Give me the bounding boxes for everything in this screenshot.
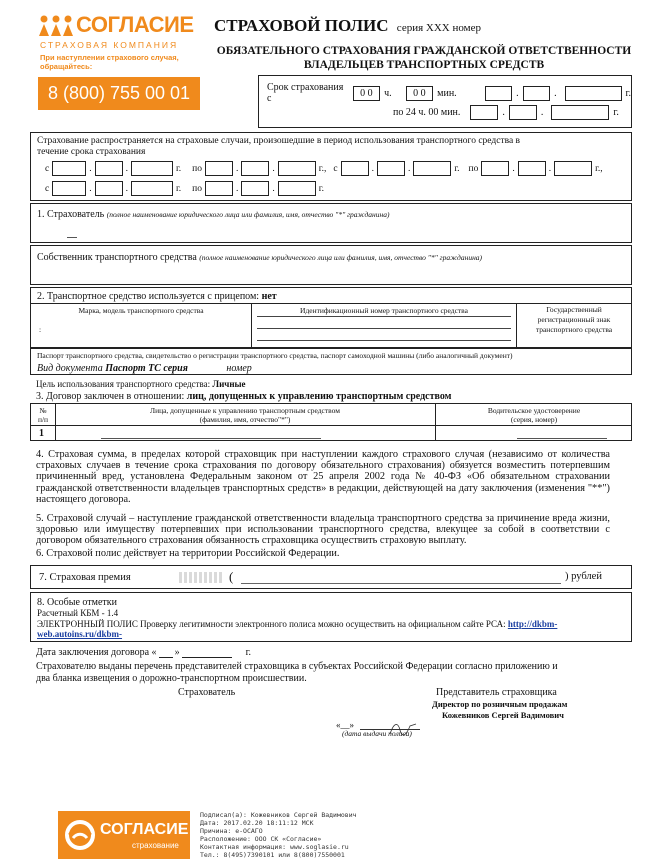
term-minutes-unit: мин. [437, 87, 457, 99]
stamp-signed: Подписал(а): Кожевников Сергей Вадимович [200, 811, 357, 819]
representative-position: Директор по розничным продажам [432, 699, 568, 709]
brand-subtitle: СТРАХОВАЯ КОМПАНИЯ [40, 40, 179, 50]
phone-number: 8 (800) 755 00 01 [47, 83, 191, 103]
period-3-year-to[interactable] [278, 181, 316, 196]
notes-label: 8. Особые отметки [37, 597, 117, 608]
vehicle-document-box [30, 348, 632, 375]
clause-5: 5. Страховой случай – наступление гражданской ответственности владельца транспортного средства за причинение вреда жизни, здоровью или имуществу потерпевших при использовании транспортного средства, влекущее за собой в соответствии с договором обязательного страхования обязанность страховщика осуществить страховую выплату. [36, 513, 610, 547]
insured-signature-label: Страхователь [178, 687, 236, 698]
trailer-label: 2. Транспортное средство используется с прицепом: [37, 291, 260, 302]
owner-box [30, 245, 632, 285]
period-from-label: с [45, 163, 50, 174]
date-month-field[interactable] [182, 647, 232, 658]
rsa-link-cont[interactable]: web.autoins.ru/dkbm- [37, 629, 123, 639]
issued-text-2: два бланка извещения о дорожно-транспортном происшествии. [36, 673, 307, 684]
term-box: Срок страхования с 0 0 ч. 0 0 мин. . . г. по 24 ч. 00 мин. . . г. [258, 75, 632, 128]
col-license-line-1: Водительское удостоверение [487, 406, 581, 415]
term-day-from[interactable] [485, 86, 512, 101]
representative-title: Представитель страховщика [436, 687, 557, 698]
period-1-day-to[interactable] [205, 161, 233, 176]
col-person-line-2: (фамилия, имя, отчество"*") [199, 415, 291, 424]
issued-text-1: Страхователю выданы перечень представителей страховщика в субъектах Российской Федерации согласно приложению и [36, 661, 558, 672]
date-year-label: г. [245, 647, 252, 658]
stamp-reason: Причина: е-ОСАГО [200, 827, 263, 835]
period-1-day-from[interactable] [52, 161, 86, 176]
col-license-line-2: (серия, номер) [510, 415, 558, 424]
insurer-label: 1. Страхователь [37, 209, 105, 220]
stamp-logo [58, 811, 190, 859]
driver-row-number: 1 [39, 428, 44, 439]
clause-6: 6. Страховой полис действует на территории Российской Федерации. [36, 548, 340, 559]
insurer-name-field[interactable] [67, 228, 77, 238]
stamp-date: Дата: 2017.02.20 18:11:12 МСК [200, 819, 314, 827]
period-to-label-3: по [192, 183, 203, 194]
premium-amount-field[interactable] [179, 572, 223, 583]
stamp-location: Расположение: ООО СК «Согласие» [200, 835, 322, 843]
period-2-day-to[interactable] [481, 161, 509, 176]
stamp-logo-icon [64, 819, 96, 851]
owner-label: Собственник транспортного средства [37, 252, 197, 263]
doc-type-label: Вид документа [37, 363, 103, 374]
policy-title: СТРАХОВОЙ ПОЛИС [214, 16, 389, 35]
period-year-comma-2: г., [595, 163, 603, 174]
stamp-contact: Контактная информация: www.soglasie.ru [200, 843, 349, 851]
period-year-label-4: г. [318, 183, 324, 194]
col-no-line-2: п/п [37, 415, 49, 424]
notes-box [30, 592, 632, 642]
owner-hint: (полное наименование юридического лица или фамилия, имя, отчество "*" гражданина) [199, 253, 483, 262]
term-year-unit: г. [625, 87, 632, 99]
drivers-label: 3. Договор заключен в отношении: [36, 391, 185, 402]
premium-words-field[interactable] [241, 583, 561, 584]
issue-date-caption: (дата выдачи полиса) [342, 729, 412, 738]
period-1-month-to[interactable] [241, 161, 269, 176]
term-minutes[interactable]: 0 0 [406, 86, 433, 101]
period-3-day-from[interactable] [52, 181, 86, 196]
date-day-field[interactable] [159, 647, 173, 658]
doc-type-value: Паспорт ТС серия [105, 363, 188, 374]
policy-title-row [214, 16, 634, 36]
insurer-hint: (полное наименование юридического лица или фамилия, имя, отчество "*" гражданина) [106, 210, 390, 219]
stamp-brand: СОГЛАСИЕ [100, 821, 189, 838]
e-signature-stamp [58, 811, 358, 861]
col-vin-header: Идентификационный номер транспортного средства [300, 306, 468, 315]
claim-note: При наступлении страхового случая, обращайтесь: [40, 53, 179, 71]
stamp-phone: Тел.: 8(495)7390101 или 8(800)7550001 [200, 851, 345, 859]
period-from-label-2: с [333, 163, 338, 174]
term-to-label: по 24 ч. 00 мин. [393, 107, 461, 118]
stamp-brand-sub: страхование [132, 841, 179, 850]
term-to-year-unit: г. [613, 107, 619, 118]
company-logo [38, 12, 208, 112]
epolicy-text: ЭЛЕКТРОННЫЙ ПОЛИС Проверку легитимности электронного полиса можно осуществить на официальном сайте РСА: [37, 619, 506, 629]
term-year-from[interactable] [565, 86, 622, 101]
doc-number-label: номер [226, 363, 252, 374]
signature-scribble-icon [388, 720, 418, 738]
insurer-box [30, 203, 632, 243]
period-year-label-2: г. [454, 163, 460, 174]
vehicle-box: 2. Транспортное средство используется с прицепом: нет Марка, модель транспортного средства Идентификационный номер транспортного средства Государственный регистрационный знак транспортного средства : [30, 287, 632, 348]
term-month-to[interactable] [509, 105, 537, 120]
premium-box: 7. Страховая премия ( ) рублей [30, 565, 632, 589]
period-year-label-3: г. [175, 183, 182, 194]
period-1-month-from[interactable] [95, 161, 123, 176]
period-2-year-from[interactable] [413, 161, 451, 176]
trailer-value: нет [261, 291, 277, 302]
rsa-link[interactable]: http://dkbm- [507, 619, 558, 629]
period-text-1: Страхование распространяется на страховые случаи, произошедшие в период использования транспортного средства в [37, 136, 521, 146]
period-year-comma: г., [318, 163, 327, 174]
term-day-to[interactable] [470, 105, 498, 120]
brand-name: СОГЛАСИЕ [76, 12, 194, 37]
period-3-month-from[interactable] [95, 181, 123, 196]
drivers-value: лиц, допущенных к управлению транспортным средством [186, 391, 452, 402]
col-no-line-1: № [39, 406, 47, 415]
col-person-header [56, 406, 434, 424]
doc-label: Паспорт транспортного средства, свидетельство о регистрации транспортного средства, паспорт самоходной машины (либо аналогичный документ) [37, 351, 513, 360]
phone-banner [38, 77, 200, 110]
premium-label: 7. Страховая премия [39, 572, 131, 583]
usage-period-box: Страхование распространяется на страховые случаи, произошедшие в период использования транспортного средства в течение срока страхования с . . г. по . . г., с . . г. по . . г., с . . г. по . . г. [30, 132, 632, 201]
date-label: Дата заключения договора « [36, 647, 157, 658]
term-month-from[interactable] [523, 86, 550, 101]
period-2-month-to[interactable] [518, 161, 546, 176]
period-to-label-2: по [468, 163, 479, 174]
period-1-year-to[interactable] [278, 161, 316, 176]
col-license-header [436, 406, 632, 424]
premium-currency: ) рублей [565, 571, 602, 582]
period-text-2: течение срока страхования [37, 147, 146, 157]
term-hours-unit: ч. [384, 87, 392, 99]
period-3-year-from[interactable] [131, 181, 173, 196]
policy-series: серия XXX номер [396, 22, 481, 34]
period-to-label: по [192, 163, 203, 174]
period-2-year-to[interactable] [554, 161, 592, 176]
term-label: Срок страхования с [267, 82, 344, 104]
policy-subtitle-2: ВЛАДЕЛЬЦЕВ ТРАНСПОРТНЫХ СРЕДСТВ [303, 59, 545, 71]
kbm-value: Расчетный КБМ - 1.4 [37, 608, 119, 618]
period-from-label-3: с [45, 183, 50, 194]
period-2-day-from[interactable] [341, 161, 369, 176]
col-reg-header: Государственный регистрационный знак транспортного средства [535, 305, 613, 334]
period-1-year-from[interactable] [131, 161, 173, 176]
representative-name: Кожевников Сергей Вадимович [442, 710, 564, 720]
term-year-to[interactable] [551, 105, 609, 120]
period-3-month-to[interactable] [241, 181, 269, 196]
period-3-day-to[interactable] [205, 181, 233, 196]
period-year-label: г. [175, 163, 182, 174]
purpose-value: Личные [212, 379, 246, 389]
clause-4: 4. Страховая сумма, в пределах которой страховщик при наступлении каждого страхового случая (независимо от количества страховых случаев в течение срока страхования по договору обязательного страхования) обязуется возместить потерпевшим причиненный вред, установлена Федеральным законом от 25 апреля 2002 года № 40-ФЗ «Об обязательном страховании гражданской ответственности владельцев транспортных средств» в редакции, действующей на дату заключения (изменения "**") настоящего договора. [36, 449, 610, 505]
col-make-header: Марка, модель транспортного средства [78, 306, 204, 315]
term-hours[interactable]: 0 0 [353, 86, 380, 101]
purpose-label: Цель использования транспортного средства: [36, 379, 211, 389]
drivers-table [30, 403, 632, 441]
col-person-line-1: Лица, допущенные к управлению транспортным средством [149, 406, 340, 415]
period-2-month-from[interactable] [377, 161, 405, 176]
col-no-header [31, 406, 55, 424]
policy-subtitle-1: ОБЯЗАТЕЛЬНОГО СТРАХОВАНИЯ ГРАЖДАНСКОЙ ОТВЕТСТВЕННОСТИ [216, 45, 632, 57]
people-logo-icon [38, 14, 74, 38]
